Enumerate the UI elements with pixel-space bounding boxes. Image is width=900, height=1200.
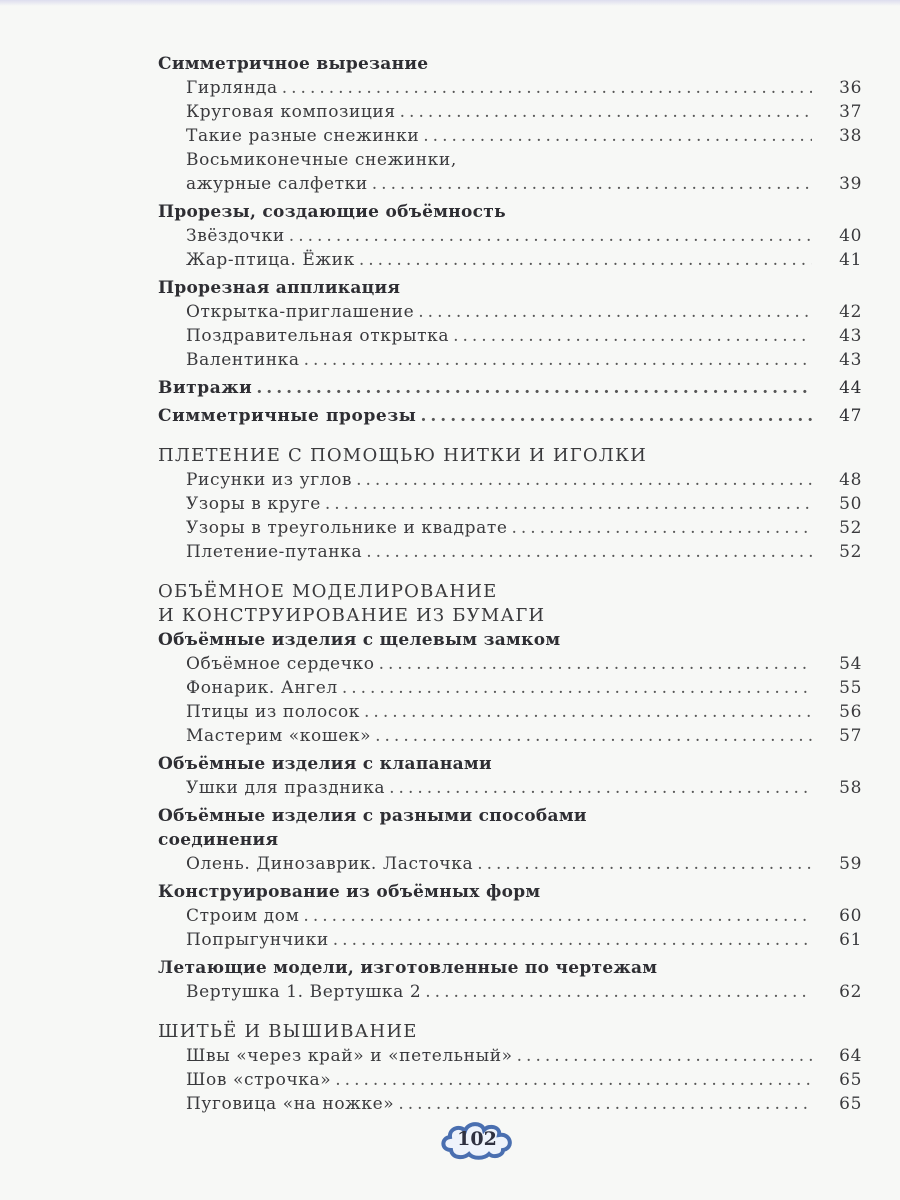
section-entry[interactable]: Симметричные прорезы ..... 47: [158, 404, 862, 428]
leader-dots: [425, 980, 812, 1004]
leader-dots: [453, 324, 812, 348]
leader-dots: [282, 76, 812, 100]
toc-entry-line1[interactable]: Восьмиконечные снежинки,: [186, 150, 457, 170]
page-ref: 57: [839, 726, 862, 746]
leader-dots: [335, 1068, 812, 1092]
toc-entry[interactable]: Такие разные снежинки ..... 38: [158, 124, 862, 148]
page-ref: 60: [839, 906, 862, 926]
page-ref: 41: [839, 250, 862, 270]
section-heading: Летающие модели, изготовленные по чертежам: [158, 958, 658, 978]
toc-entry[interactable]: Птицы из полосок ..... 56: [158, 700, 862, 724]
toc-entry[interactable]: Открытка-приглашение ..... 42: [158, 300, 862, 324]
page-ref: 59: [839, 854, 862, 874]
toc-entry[interactable]: Звёздочки ..... 40: [158, 224, 862, 248]
page-ref: 61: [839, 930, 862, 950]
leader-dots: [342, 676, 812, 700]
leader-dots: [372, 172, 812, 196]
chapter-title-line2: И КОНСТРУИРОВАНИЕ ИЗ БУМАГИ: [158, 605, 546, 626]
section-heading-line2: соединения: [158, 830, 279, 850]
toc-entry[interactable]: Поздравительная открытка ..... 43: [158, 324, 862, 348]
toc-entry[interactable]: Фонарик. Ангел ..... 55: [158, 676, 862, 700]
page-ref: 65: [839, 1094, 862, 1114]
toc-entry[interactable]: Попрыгунчики ..... 61: [158, 928, 862, 952]
toc-entry[interactable]: ажурные салфетки ..... 39: [158, 172, 862, 196]
leader-dots: [325, 492, 812, 516]
chapter-title-line1: ОБЪЁМНОЕ МОДЕЛИРОВАНИЕ: [158, 581, 498, 602]
leader-dots: [517, 1044, 812, 1068]
page-ref: 52: [839, 518, 862, 538]
leader-dots: [289, 224, 812, 248]
page-ref: 37: [839, 102, 862, 122]
page-ref: 48: [839, 470, 862, 490]
page-ref: 39: [839, 174, 862, 194]
toc-entry[interactable]: Узоры в треугольнике и квадрате ..... 52: [158, 516, 862, 540]
toc-entry[interactable]: Гирлянда ..... 36: [158, 76, 862, 100]
leader-dots: [333, 928, 812, 952]
toc-entry[interactable]: Плетение-путанка ..... 52: [158, 540, 862, 564]
toc-entry[interactable]: Объёмное сердечко ..... 54: [158, 652, 862, 676]
leader-dots: [379, 652, 812, 676]
page-ref: 55: [839, 678, 862, 698]
chapter-title: ШИТЬЁ И ВЫШИВАНИЕ: [158, 1021, 418, 1042]
page-ref: 56: [839, 702, 862, 722]
page-ref: 65: [839, 1070, 862, 1090]
page-ref: 38: [839, 126, 862, 146]
toc-entry[interactable]: Строим дом ..... 60: [158, 904, 862, 928]
toc-entry[interactable]: Швы «через край» и «петельный» ..... 64: [158, 1044, 862, 1068]
toc-entry[interactable]: Пуговица «на ножке» ..... 65: [158, 1092, 862, 1116]
page-ref: 36: [839, 78, 862, 98]
toc-entry[interactable]: Шов «строчка» ..... 65: [158, 1068, 862, 1092]
section-heading: Прорезы, создающие объёмность: [158, 202, 506, 222]
leader-dots: [398, 1092, 812, 1116]
page-number-cloud: [437, 1118, 517, 1160]
toc-entry[interactable]: Рисунки из углов ..... 48: [158, 468, 862, 492]
leader-dots: [366, 540, 812, 564]
page-ref: 50: [839, 494, 862, 514]
page-ref: 52: [839, 542, 862, 562]
section-heading: Симметричное вырезание: [158, 54, 429, 74]
chapter-title: ПЛЕТЕНИЕ С ПОМОЩЬЮ НИТКИ И ИГОЛКИ: [158, 445, 648, 466]
toc-entry[interactable]: Жар-птица. Ёжик ..... 41: [158, 248, 862, 272]
toc-entry[interactable]: Ушки для праздника ..... 58: [158, 776, 862, 800]
page-ref: 47: [839, 406, 862, 426]
toc-entry[interactable]: Мастерим «кошек» ..... 57: [158, 724, 862, 748]
section-heading: Прорезная аппликация: [158, 278, 401, 298]
section-heading: Объёмные изделия с щелевым замком: [158, 630, 561, 650]
leader-dots: [359, 248, 812, 272]
section-heading-line1: Объёмные изделия с разными способами: [158, 806, 587, 826]
leader-dots: [418, 300, 812, 324]
toc-entry[interactable]: Вертушка 1. Вертушка 2 ..... 62: [158, 980, 862, 1004]
section-heading: Конструирование из объёмных форм: [158, 882, 541, 902]
page-edge: [0, 0, 900, 6]
leader-dots: [423, 124, 812, 148]
leader-dots: [256, 376, 812, 400]
leader-dots: [400, 100, 812, 124]
page-ref: 62: [839, 982, 862, 1002]
section-entry[interactable]: Витражи ..... 44: [158, 376, 862, 400]
page-ref: 44: [839, 378, 862, 398]
table-of-contents: [158, 52, 862, 1116]
leader-dots: [364, 700, 812, 724]
toc-entry[interactable]: Узоры в круге ..... 50: [158, 492, 862, 516]
leader-dots: [303, 904, 812, 928]
page-ref: 40: [839, 226, 862, 246]
toc-entry[interactable]: Валентинка ..... 43: [158, 348, 862, 372]
toc-entry[interactable]: Круговая композиция ..... 37: [158, 100, 862, 124]
page-ref: 58: [839, 778, 862, 798]
page-ref: 64: [839, 1046, 862, 1066]
leader-dots: [304, 348, 812, 372]
leader-dots: [512, 516, 813, 540]
leader-dots: [389, 776, 812, 800]
page-ref: 42: [839, 302, 862, 322]
toc-entry[interactable]: Олень. Динозаврик. Ласточка ..... 59: [158, 852, 862, 876]
page-ref: 43: [839, 326, 862, 346]
leader-dots: [356, 468, 812, 492]
leader-dots: [420, 404, 812, 428]
leader-dots: [477, 852, 812, 876]
page-ref: 54: [839, 654, 862, 674]
section-heading: Объёмные изделия с клапанами: [158, 754, 492, 774]
page-ref: 43: [839, 350, 862, 370]
page-number: 102: [457, 1128, 497, 1150]
leader-dots: [375, 724, 812, 748]
